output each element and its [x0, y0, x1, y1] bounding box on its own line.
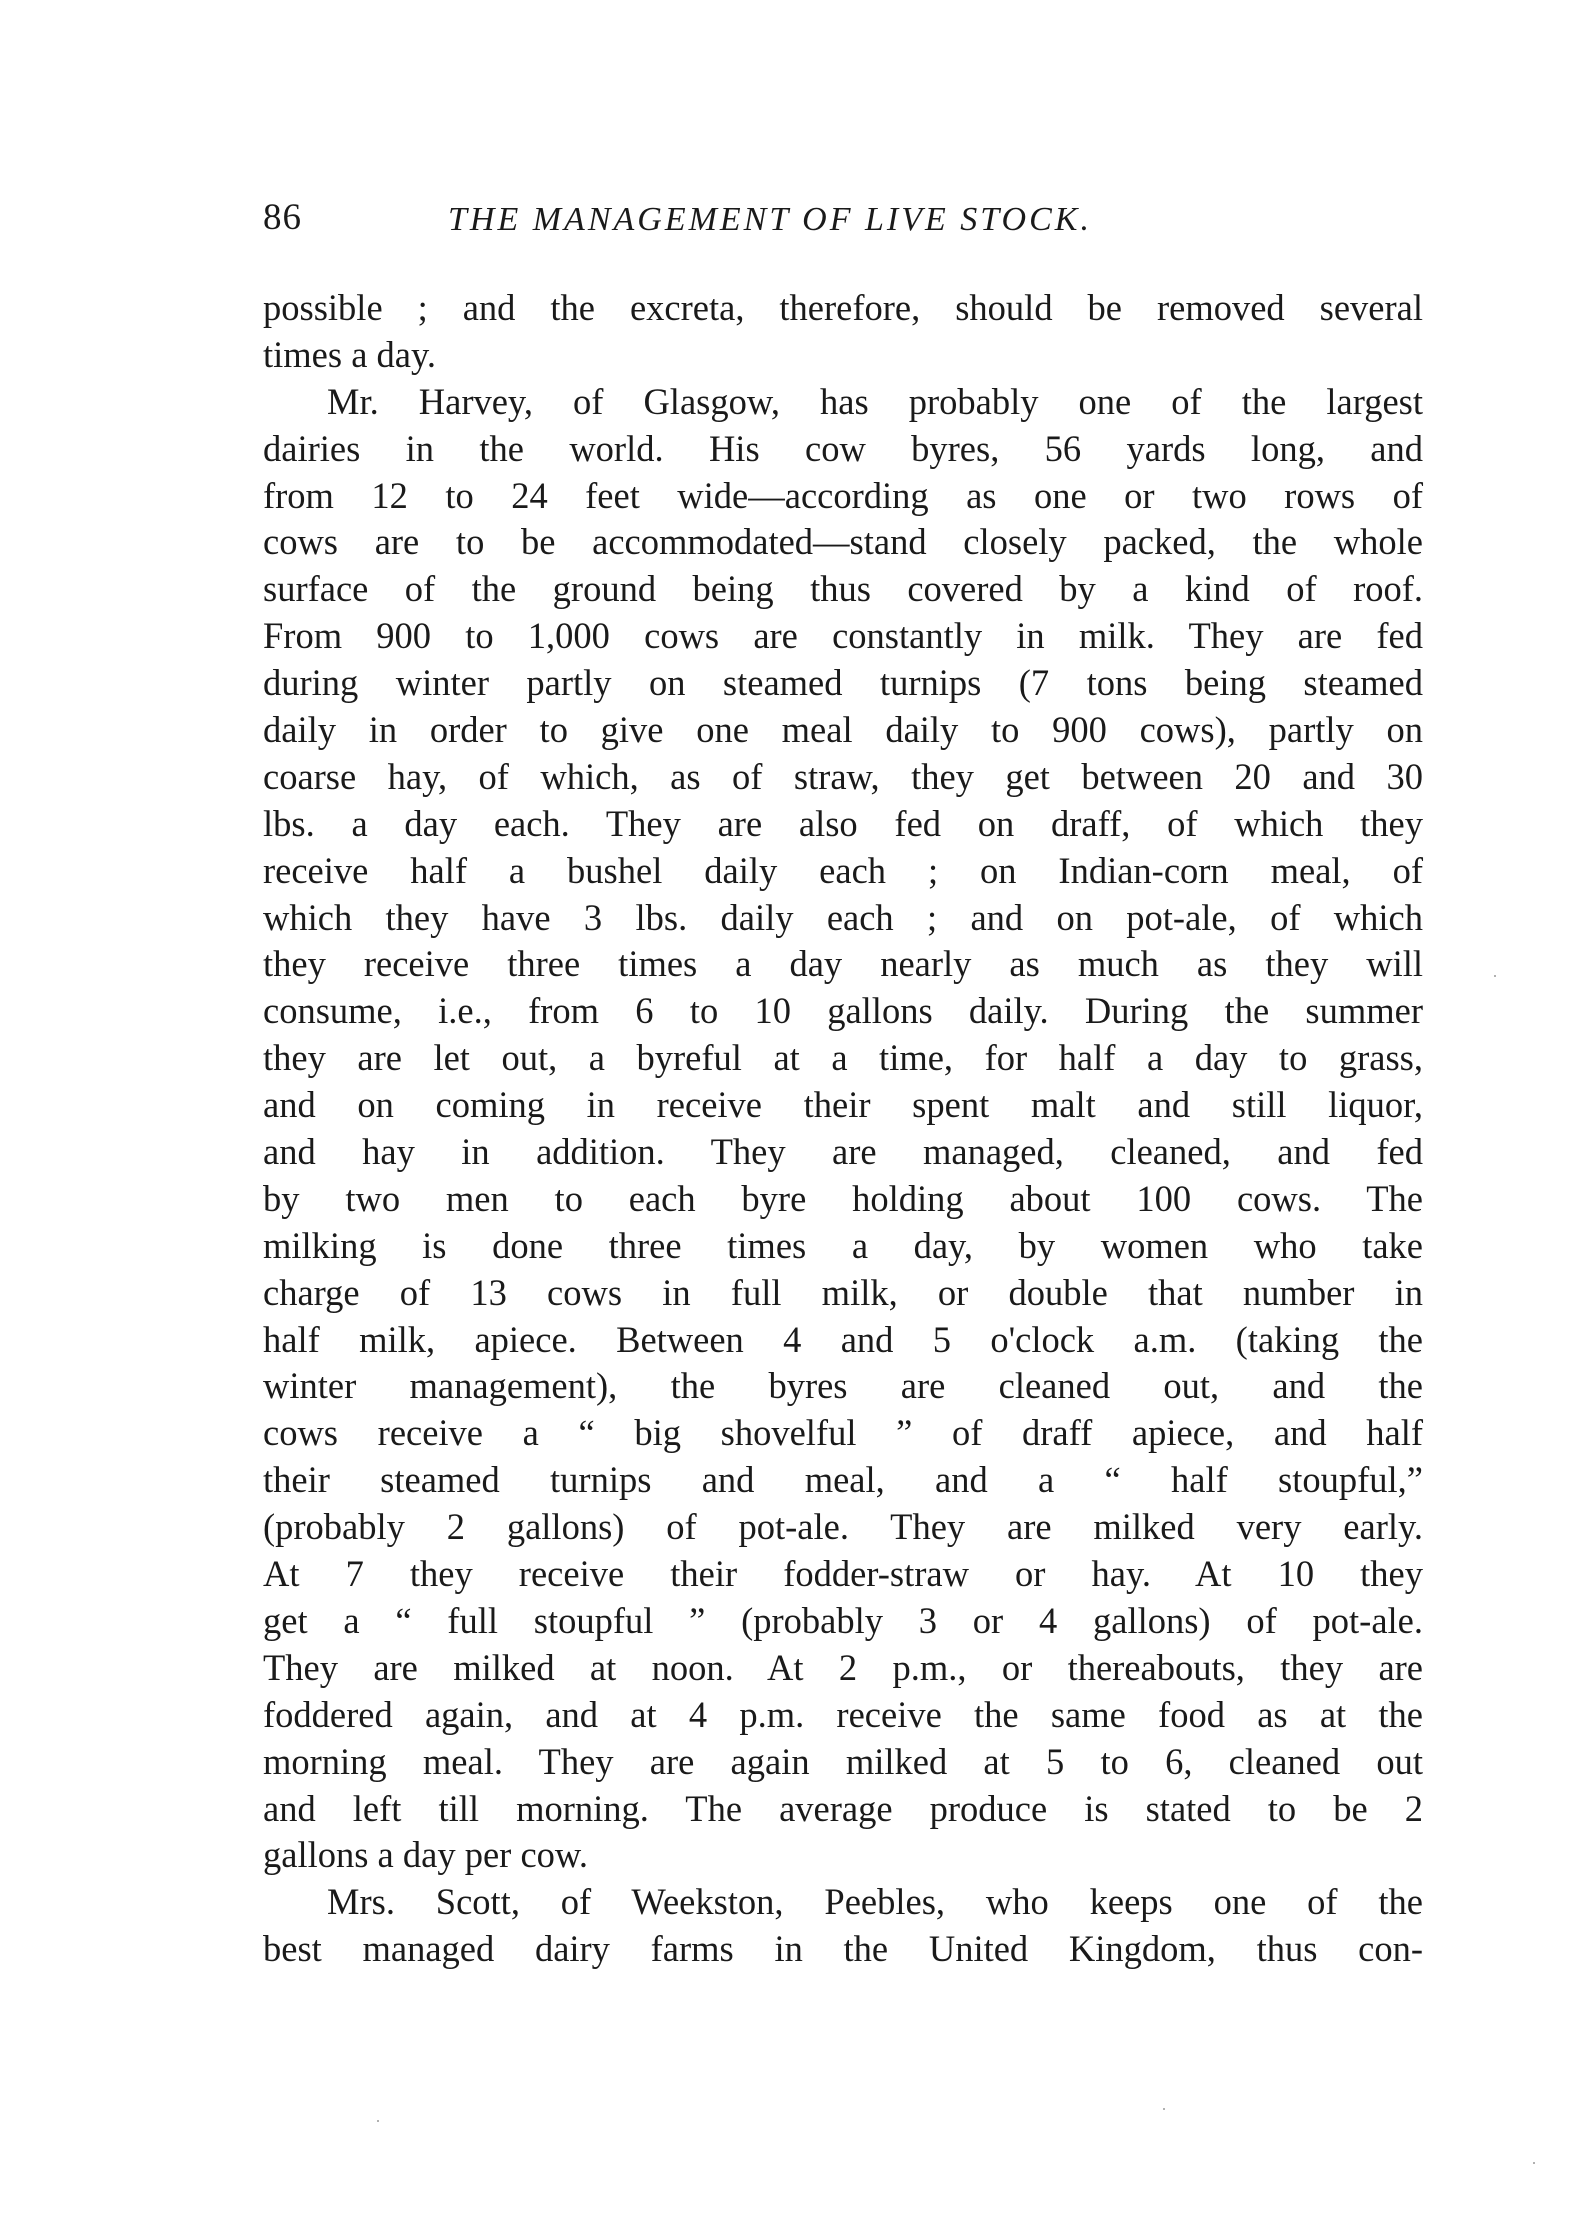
text-line: charge of 13 cows in full milk, or double that number in [263, 1271, 1423, 1313]
text-line: get a “ full stoupful ” (probably 3 or 4 gallons) of pot-ale. [263, 1599, 1423, 1641]
text-line: and hay in addition. They are managed, cleaned, and fed [263, 1131, 1423, 1173]
running-title: THE MANAGEMENT OF LIVE STOCK. [448, 201, 1092, 238]
text-line: dairies in the world. His cow byres, 56 yards long, and [263, 427, 1423, 469]
paper-speck [1163, 2108, 1165, 2110]
text-line: half milk, apiece. Between 4 and 5 o'clock a.m. (taking the [263, 1318, 1423, 1360]
text-line: best managed dairy farms in the United Kingdom, thus con- [263, 1928, 1423, 1970]
text-line: surface of the ground being thus covered by a kind of roof. [263, 568, 1423, 610]
paper-speck [1533, 2162, 1535, 2164]
text-line: times a day. [263, 333, 436, 375]
text-line: Mrs. Scott, of Weekston, Peebles, who keeps one of the [327, 1881, 1423, 1923]
text-line: consume, i.e., from 6 to 10 gallons daily. During the summer [263, 990, 1423, 1032]
paragraph-continuation [263, 285, 1423, 379]
text-line: They are milked at noon. At 2 p.m., or thereabouts, they are [263, 1646, 1423, 1688]
text-line: cows are to be accommodated—stand closely packed, the whole [263, 521, 1423, 563]
text-line: At 7 they receive their fodder-straw or hay. At 10 they [263, 1553, 1423, 1595]
text-line: milking is done three times a day, by women who take [263, 1224, 1423, 1266]
text-line: daily in order to give one meal daily to 900 cows), partly on [263, 709, 1423, 751]
text-line: lbs. a day each. They are also fed on draff, of which they [263, 802, 1423, 844]
paper-speck [377, 2120, 379, 2122]
text-line: they are let out, a byreful at a time, for half a day to grass, [263, 1037, 1423, 1079]
text-line: gallons a day per cow. [263, 1834, 589, 1876]
paper-speck [1494, 975, 1496, 977]
text-line: and left till morning. The average produce is stated to be 2 [263, 1787, 1423, 1829]
text-line: by two men to each byre holding about 100 cows. The [263, 1177, 1423, 1219]
text-line: which they have 3 lbs. daily each ; and on pot-ale, of which [263, 896, 1423, 938]
text-line: during winter partly on steamed turnips (7 tons being steamed [263, 662, 1423, 704]
text-line: morning meal. They are again milked at 5 to 6, cleaned out [263, 1740, 1423, 1782]
text-line: (probably 2 gallons) of pot-ale. They are milked very early. [263, 1506, 1423, 1548]
text-line: foddered again, and at 4 p.m. receive the same food as at the [263, 1693, 1423, 1735]
page-number: 86 [263, 197, 302, 238]
text-line: from 12 to 24 feet wide—according as one or two rows of [263, 474, 1423, 516]
text-line: cows receive a “ big shovelful ” of draff apiece, and half [263, 1412, 1423, 1454]
text-line: Mr. Harvey, of Glasgow, has probably one of the largest [327, 380, 1423, 422]
text-line: receive half a bushel daily each ; on Indian-corn meal, of [263, 849, 1423, 891]
body-text [263, 285, 1423, 1973]
paragraph-harvey [263, 379, 1423, 1880]
text-line: and on coming in receive their spent malt and still liquor, [263, 1084, 1423, 1126]
text-line: they receive three times a day nearly as much as they will [263, 943, 1423, 985]
text-line: possible ; and the excreta, therefore, should be removed several [263, 287, 1423, 328]
text-line: winter management), the byres are cleaned out, and the [263, 1365, 1423, 1407]
text-line: coarse hay, of which, as of straw, they get between 20 and 30 [263, 755, 1423, 797]
text-line: From 900 to 1,000 cows are constantly in milk. They are fed [263, 615, 1423, 657]
paragraph-scott [263, 1879, 1423, 1973]
text-line: their steamed turnips and meal, and a “ half stoupful,” [263, 1459, 1423, 1501]
page-header [263, 196, 1423, 256]
